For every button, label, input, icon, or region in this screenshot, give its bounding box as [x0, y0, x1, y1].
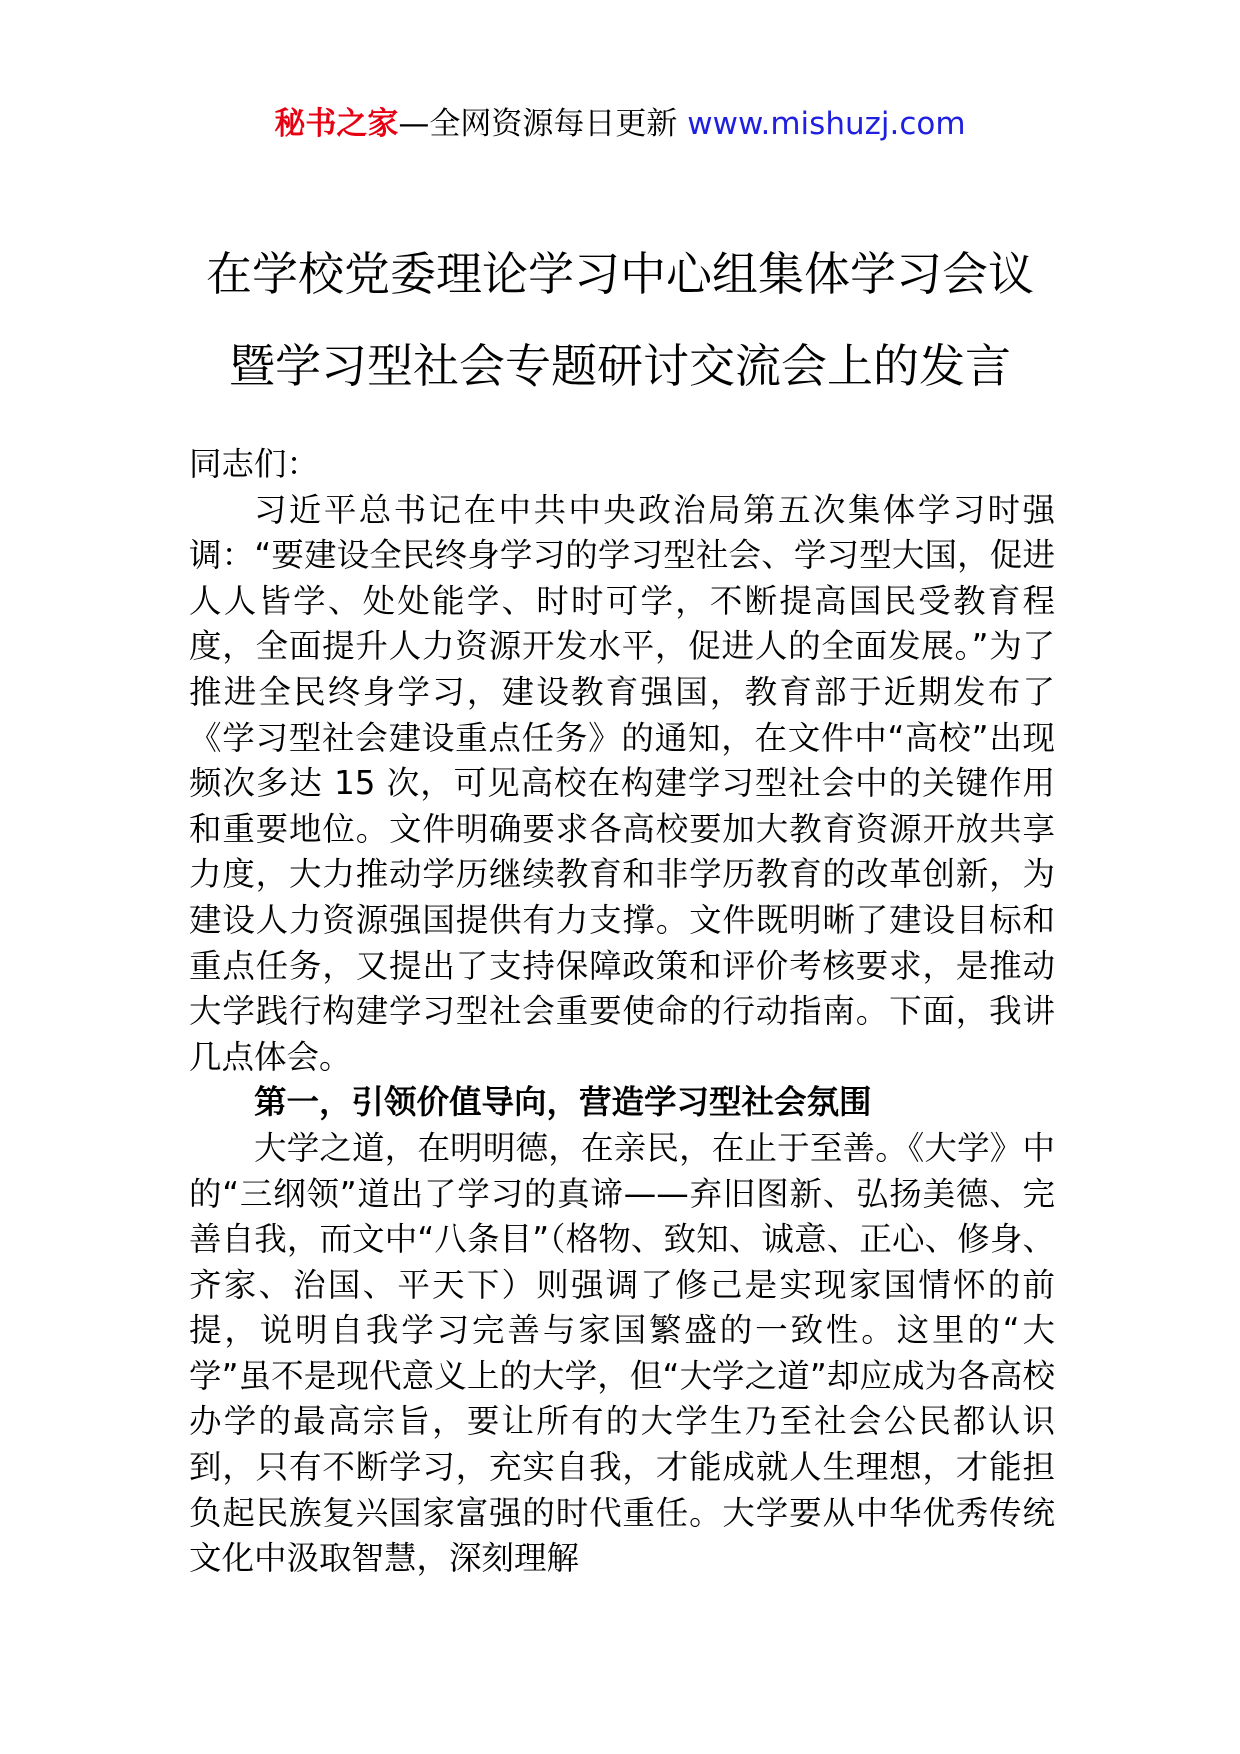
site-header [0, 102, 1240, 146]
site-brand: 秘书之家 [274, 106, 399, 142]
site-slogan: —全网资源每日更新 [398, 106, 678, 142]
title-line-2: 暨学习型社会专题研讨交流会上的发言 [229, 339, 1011, 393]
document-title [150, 228, 1090, 412]
title-line-1: 在学校党委理论学习中心组集体学习会议 [206, 247, 1034, 301]
section-paragraph-1: 大学之道，在明明德，在亲民，在止于至善。《大学》中的“三纲领”道出了学习的真谛——弃旧图新、弘扬美德、完善自我，而文中“八条目”（格物、致知、诚意、正心、修身、齐家、治国、平天下）则强调了修己是实现家国情怀的前提，说明自我学习完善与家国繁盛的一致性。这里的“大学”虽不是现代意义上的大学，但“大学之道”却应成为各高校办学的最高宗旨，要让所有的大学生乃至社会公民都认识到，只有不断学习，充实自我，才能成就人生理想，才能担负起民族复兴国家富强的时代重任。大学要从中华优秀传统文化中汲取智慧，深刻理解 [189, 1128, 1055, 1578]
body-paragraph-1: 习近平总书记在中共中央政治局第五次集体学习时强调：“要建设全民终身学习的学习型社会、学习型大国，促进人人皆学、处处能学、时时可学，不断提高国民受教育程度，全面提升人力资源开发水平，促进人的全面发展。”为了推进全民终身学习，建设教育强国，教育部于近期发布了《学习型社会建设重点任务》的通知，在文件中“高校”出现频次多达 15 次，可见高校在构建学习型社会中的关键作用和重要地位。文件明确要求各高校要加大教育资源开放共享力度，大力推动学历继续教育和非学历教育的改革创新，为建设人力资源强国提供有力支撑。文件既明晰了建设目标和重点任务，又提出了支持保障政策和评价考核要求，是推动大学践行构建学习型社会重要使命的行动指南。下面，我讲几点体会。 [189, 490, 1055, 1076]
salutation: 同志们： [189, 445, 320, 483]
site-url-link[interactable]: www.mishuzj.com [687, 106, 966, 142]
section-heading-1: 第一，引领价值导向，营造学习型社会氛围 [254, 1083, 872, 1122]
document-body [189, 442, 1055, 1582]
